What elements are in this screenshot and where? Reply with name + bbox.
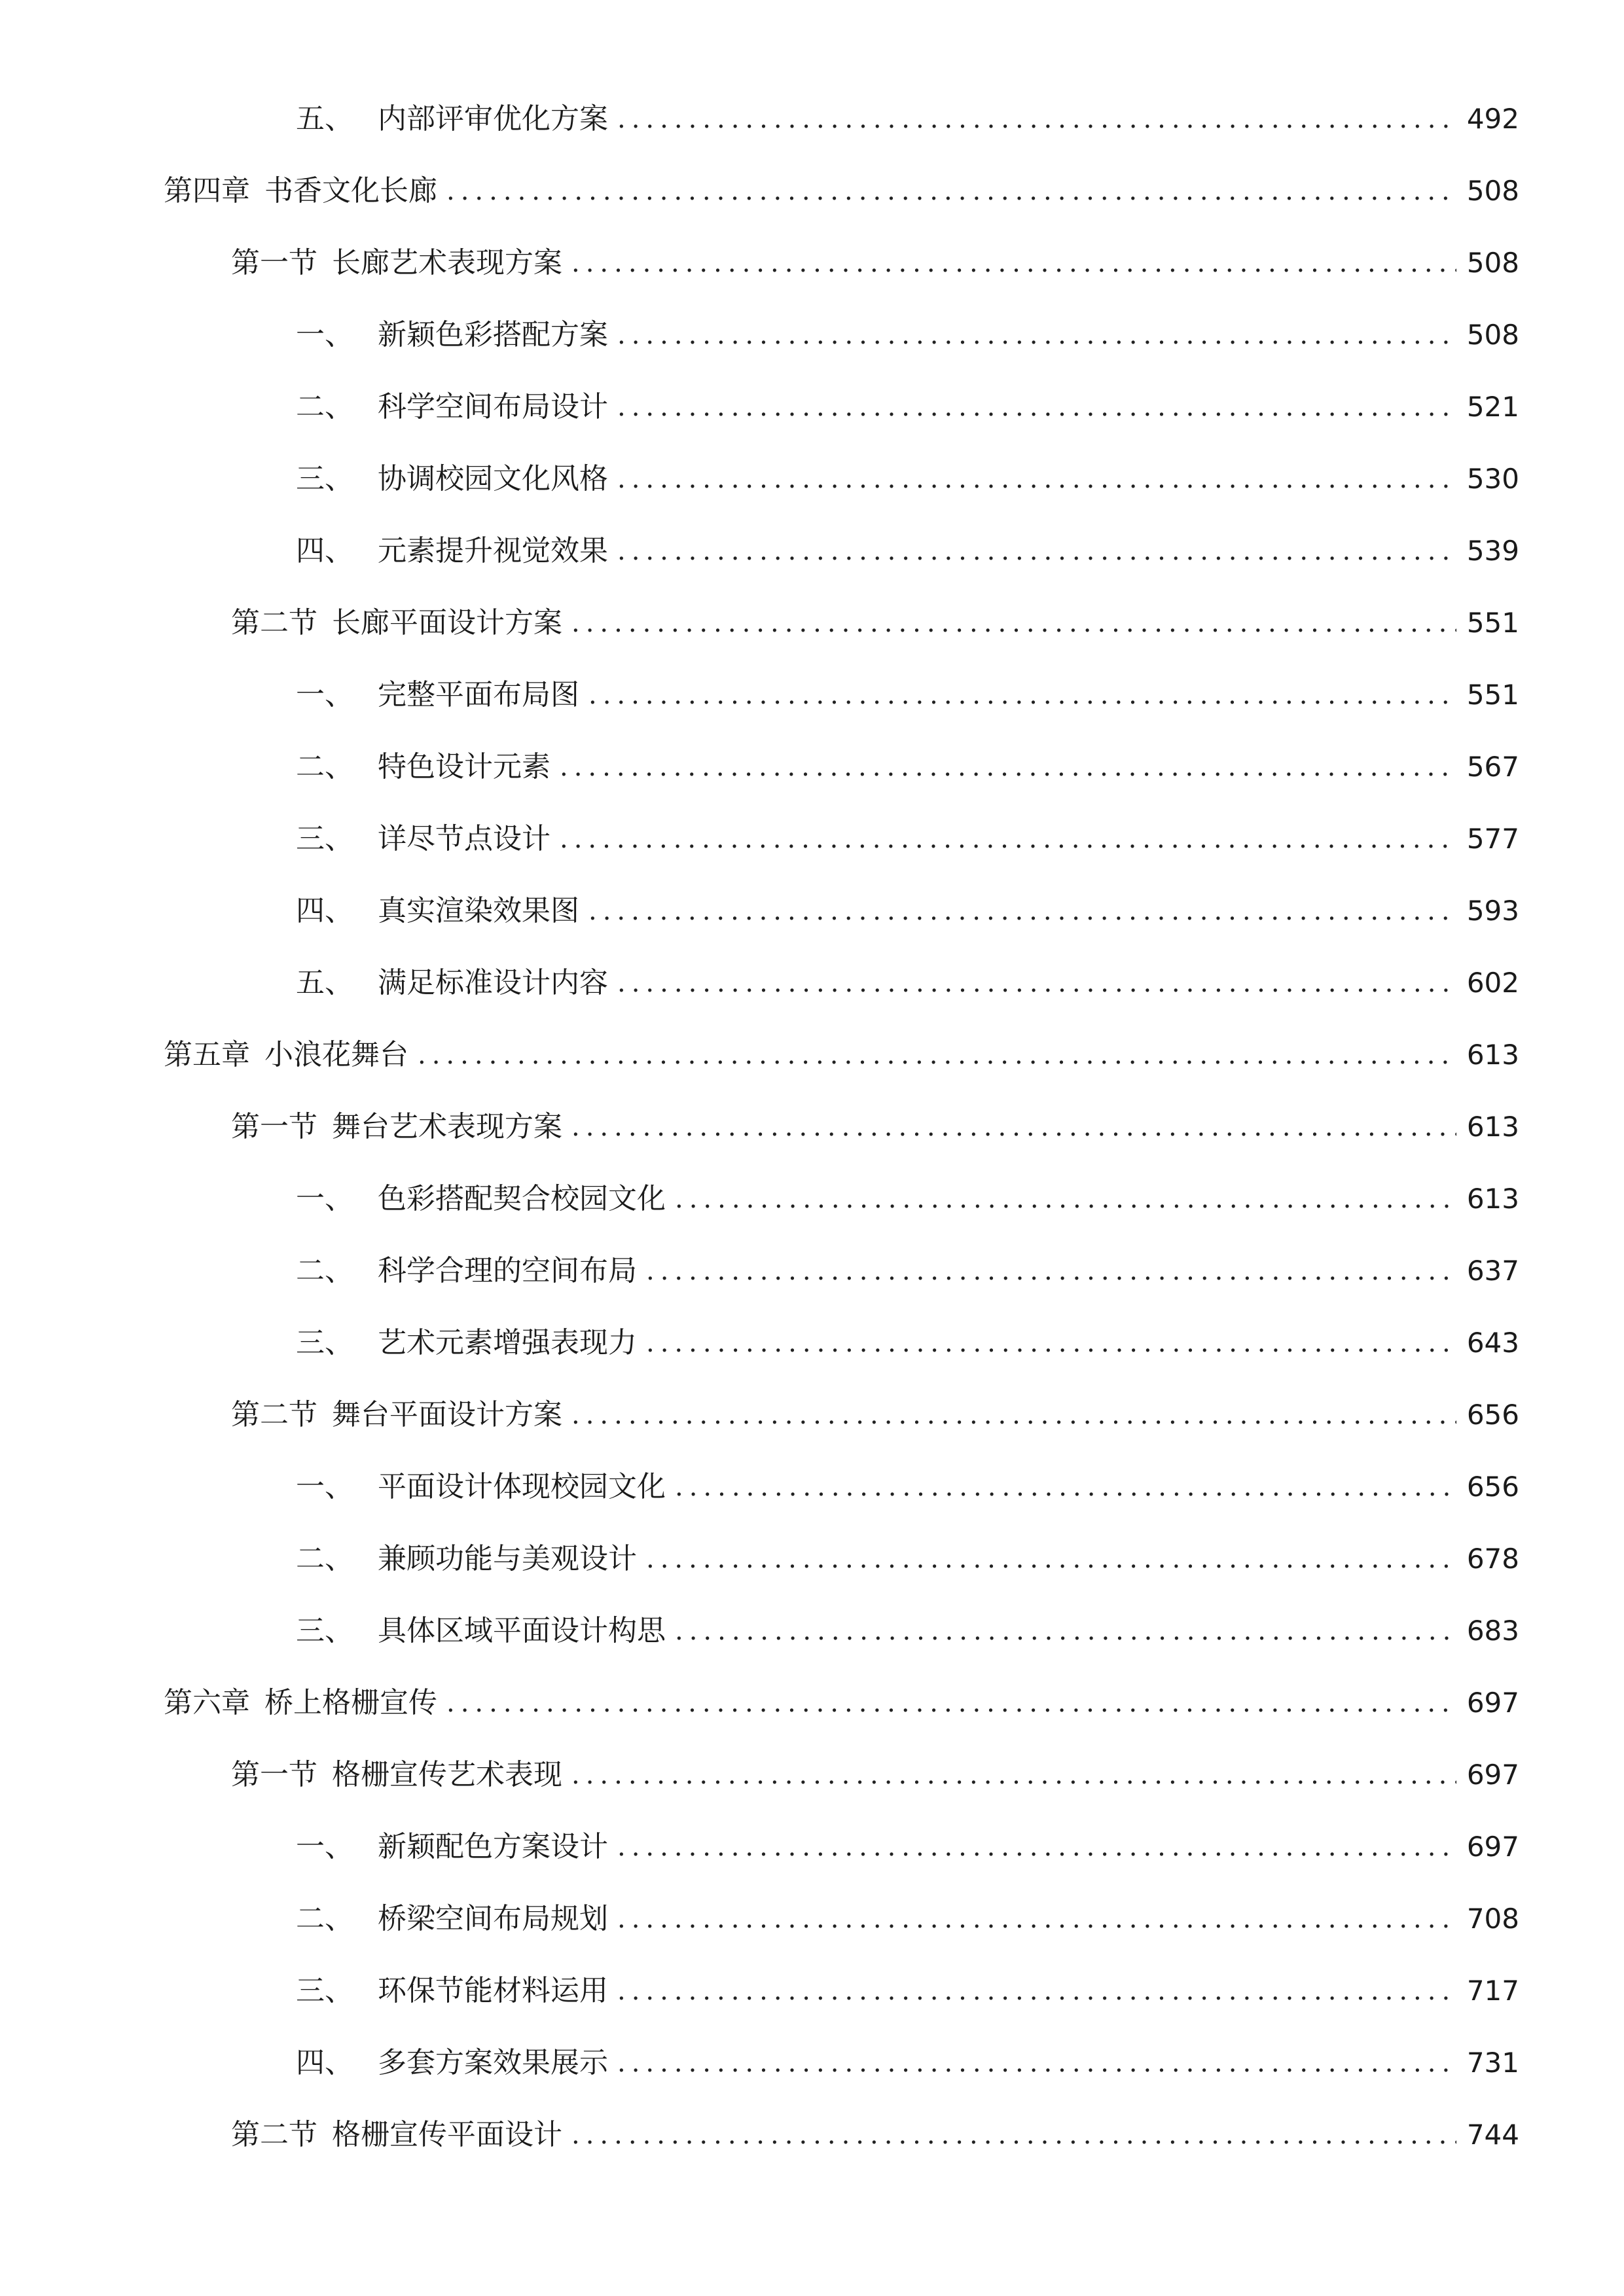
dot-leader [588,669,1456,721]
dot-leader [617,1821,1456,1873]
dot-leader [675,1605,1456,1657]
entry-page-number: 697 [1466,1687,1519,1719]
toc-entry[interactable] [296,669,1519,721]
toc-entry[interactable] [296,1173,1519,1225]
dot-leader [617,309,1456,361]
dot-leader [617,1893,1456,1945]
toc-entry[interactable] [296,1317,1519,1369]
entry-number: 五、 [296,966,353,999]
toc-entry[interactable] [164,1029,1519,1081]
toc-entry[interactable] [296,813,1519,865]
toc-entry[interactable] [164,1677,1519,1729]
entry-title: 新颖配色方案设计 [378,1830,608,1863]
toc-entry[interactable] [296,1605,1519,1657]
entry-title: 真实渲染效果图 [378,894,579,927]
entry-title: 特色设计元素 [378,750,550,783]
entry-number: 第一节 [231,246,317,279]
entry-number: 第五章 [164,1038,250,1071]
entry-page-number: 697 [1466,1831,1519,1863]
entry-number: 第二节 [231,2118,317,2151]
toc-entry[interactable] [296,453,1519,505]
toc-entry[interactable] [231,1101,1519,1153]
entry-number: 二、 [296,1254,353,1287]
entry-page-number: 508 [1466,247,1519,279]
entry-page-number: 567 [1466,751,1519,783]
entry-page-number: 731 [1466,2047,1519,2079]
entry-page-number: 683 [1466,1615,1519,1647]
dot-leader [617,1965,1456,2017]
entry-number: 第一节 [231,1758,317,1791]
dot-leader [571,2109,1456,2161]
toc-entry[interactable] [164,165,1519,217]
toc-entry[interactable] [296,1533,1519,1585]
entry-title: 艺术元素增强表现力 [378,1326,637,1359]
dot-leader [560,741,1456,793]
dot-leader [646,1317,1456,1369]
entry-title: 兼顾功能与美观设计 [378,1542,637,1575]
entry-number: 二、 [296,1542,353,1575]
entry-page-number: 613 [1466,1039,1519,1071]
entry-title: 小浪花舞台 [264,1038,408,1071]
entry-page-number: 539 [1466,535,1519,567]
toc-entry[interactable] [296,1965,1519,2017]
entry-number: 二、 [296,750,353,783]
toc-entry[interactable] [296,525,1519,577]
entry-title: 满足标准设计内容 [378,966,608,999]
toc-entry[interactable] [231,237,1519,289]
entry-number: 一、 [296,1470,353,1503]
entry-title: 协调校园文化风格 [378,462,608,495]
entry-number: 三、 [296,1326,353,1359]
entry-title: 具体区域平面设计构思 [378,1614,666,1647]
entry-number: 三、 [296,462,353,495]
entry-number: 第六章 [164,1686,250,1719]
entry-page-number: 643 [1466,1327,1519,1359]
dot-leader [617,957,1456,1009]
toc-entry[interactable] [296,1245,1519,1297]
entry-title: 长廊艺术表现方案 [332,246,562,279]
entry-page-number: 508 [1466,319,1519,351]
dot-leader [617,381,1456,433]
entry-page-number: 613 [1466,1183,1519,1215]
entry-number: 第二节 [231,606,317,639]
entry-title: 格栅宣传平面设计 [332,2118,562,2151]
dot-leader [418,1029,1456,1081]
dot-leader [617,525,1456,577]
toc-entry[interactable] [231,597,1519,649]
entry-title: 科学合理的空间布局 [378,1254,637,1287]
entry-title: 详尽节点设计 [378,822,550,855]
entry-page-number: 613 [1466,1111,1519,1143]
entry-page-number: 637 [1466,1255,1519,1287]
entry-title: 多套方案效果展示 [378,2046,608,2079]
entry-number: 四、 [296,534,353,567]
entry-page-number: 492 [1466,103,1519,135]
toc-entry[interactable] [296,309,1519,361]
entry-title: 舞台艺术表现方案 [332,1110,562,1143]
entry-title: 内部评审优化方案 [378,102,608,135]
entry-title: 科学空间布局设计 [378,390,608,423]
entry-page-number: 551 [1466,607,1519,639]
entry-title: 格栅宣传艺术表现 [332,1758,562,1791]
entry-number: 三、 [296,822,353,855]
toc-entry[interactable] [231,1749,1519,1801]
entry-page-number: 530 [1466,463,1519,495]
entry-title: 舞台平面设计方案 [332,1398,562,1431]
dot-leader [571,1101,1456,1153]
dot-leader [617,453,1456,505]
entry-page-number: 577 [1466,823,1519,855]
entry-number: 二、 [296,390,353,423]
entry-title: 平面设计体现校园文化 [378,1470,666,1503]
toc-entry[interactable] [231,1389,1519,1441]
toc-entry[interactable] [231,2109,1519,2161]
toc-entry[interactable] [296,93,1519,145]
entry-title: 书香文化长廊 [264,174,437,207]
toc-entry[interactable] [296,2037,1519,2089]
entry-number: 二、 [296,1902,353,1935]
entry-page-number: 521 [1466,391,1519,423]
entry-number: 三、 [296,1974,353,2007]
dot-leader [571,1749,1456,1801]
dot-leader [560,813,1456,865]
entry-page-number: 708 [1466,1903,1519,1935]
dot-leader [446,165,1456,217]
toc-entry[interactable] [296,1461,1519,1513]
dot-leader [617,2037,1456,2089]
toc-entry[interactable] [296,1821,1519,1873]
entry-page-number: 697 [1466,1759,1519,1791]
toc-entry[interactable] [296,885,1519,937]
dot-leader [617,93,1456,145]
dot-leader [571,1389,1456,1441]
toc-entry[interactable] [296,957,1519,1009]
entry-title: 桥梁空间布局规划 [378,1902,608,1935]
entry-number: 第四章 [164,174,250,207]
entry-number: 第一节 [231,1110,317,1143]
entry-page-number: 551 [1466,679,1519,711]
entry-title: 元素提升视觉效果 [378,534,608,567]
entry-title: 完整平面布局图 [378,678,579,711]
dot-leader [446,1677,1456,1729]
toc-entry[interactable] [296,381,1519,433]
entry-number: 第二节 [231,1398,317,1431]
entry-number: 一、 [296,318,353,351]
entry-title: 新颖色彩搭配方案 [378,318,608,351]
dot-leader [571,597,1456,649]
entry-number: 一、 [296,1182,353,1215]
dot-leader [588,885,1456,937]
dot-leader [571,237,1456,289]
entry-number: 一、 [296,678,353,711]
entry-page-number: 508 [1466,175,1519,207]
entry-page-number: 656 [1466,1399,1519,1431]
entry-number: 四、 [296,2046,353,2079]
entry-number: 三、 [296,1614,353,1647]
entry-page-number: 602 [1466,967,1519,999]
entry-title: 长廊平面设计方案 [332,606,562,639]
entry-page-number: 656 [1466,1471,1519,1503]
entry-title: 环保节能材料运用 [378,1974,608,2007]
entry-title: 色彩搭配契合校园文化 [378,1182,666,1215]
entry-title: 桥上格栅宣传 [264,1686,437,1719]
entry-number: 四、 [296,894,353,927]
entry-number: 一、 [296,1830,353,1863]
toc-entry[interactable] [296,1893,1519,1945]
entry-page-number: 744 [1466,2119,1519,2151]
entry-page-number: 678 [1466,1543,1519,1575]
dot-leader [675,1173,1456,1225]
toc-entry[interactable] [296,741,1519,793]
dot-leader [646,1533,1456,1585]
entry-page-number: 593 [1466,895,1519,927]
entry-page-number: 717 [1466,1975,1519,2007]
entry-number: 五、 [296,102,353,135]
dot-leader [646,1245,1456,1297]
dot-leader [675,1461,1456,1513]
